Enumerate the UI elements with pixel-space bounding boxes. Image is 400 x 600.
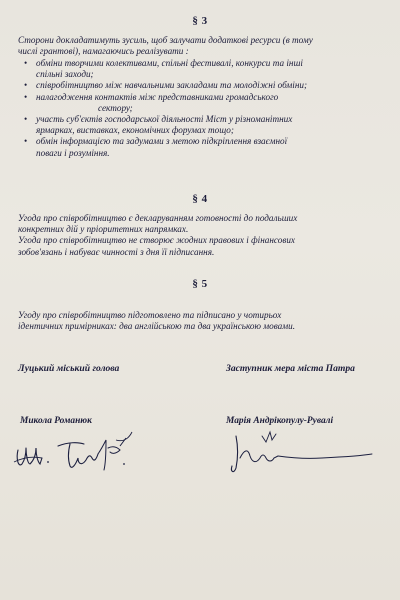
list-item <box>22 92 382 114</box>
left-signature-image <box>12 428 142 478</box>
section-3-heading: § 3 <box>192 15 208 27</box>
section-4-line: зобов'язань і набуває чинності з дня її підписання. <box>18 246 215 257</box>
list-item-line: • співробітництво між навчальними закладами та молодіжні обміни; <box>36 80 308 91</box>
list-item <box>22 80 382 91</box>
section-4-line: конкретних дій у пріоритетних напрямках. <box>18 224 189 235</box>
section-5-line: ідентичних примірниках: два англійською та два українською мовами. <box>18 321 296 332</box>
section-4-body <box>18 213 383 258</box>
list-item-line: • обмін інформацією та задумами з метою підкріплення взаємної <box>36 136 288 147</box>
section-4-line: Угода про співробітництво не створює жодних правових і фінансових <box>18 235 295 246</box>
left-signatory-name: Микола Романюк <box>20 416 92 426</box>
right-signatory-name: Марія Андрікопулу-Рувалі <box>226 416 334 426</box>
list-item-line: ярмарках, виставках, економічних форумах тощо; <box>36 125 234 136</box>
section-3-list <box>22 58 382 159</box>
list-item <box>22 58 382 80</box>
section-4-line: Угода про співробітництво є декларуванням готовності до подальших <box>18 213 298 223</box>
section-5-heading: § 5 <box>192 278 208 290</box>
section-5-body <box>18 310 383 332</box>
section-3-intro-line-1: Сторони докладатимуть зусиль, щоб залучати додаткові ресурси (в тому <box>18 35 313 45</box>
list-item <box>22 114 382 136</box>
list-item-line: поваги і розуміння. <box>36 147 110 158</box>
section-3-intro-line-2: числі грантові), намагаючись реалізувати : <box>18 46 189 57</box>
right-signatory-title: Заступник мера міста Патра <box>226 363 355 374</box>
section-4-heading: § 4 <box>192 193 208 205</box>
list-item-line: спільні заходи; <box>36 69 94 80</box>
left-signatory-title: Луцький міський голова <box>18 363 120 374</box>
right-signature-image <box>222 428 392 478</box>
list-item-line: • налагодження контактів між представниками громадського <box>36 91 279 102</box>
list-item-line: • обміни творчими колективами, спільні фестивалі, конкурси та інші <box>36 58 303 68</box>
list-item <box>22 136 382 158</box>
section-5-line: Угоду про співробітництво підготовлено та підписано у чотирьох <box>18 310 282 320</box>
list-item-line: • участь суб'єктів господарської діяльності Міст у різноманітних <box>36 114 293 125</box>
list-item-line: сектору; <box>98 102 133 113</box>
section-3-intro <box>18 35 383 57</box>
